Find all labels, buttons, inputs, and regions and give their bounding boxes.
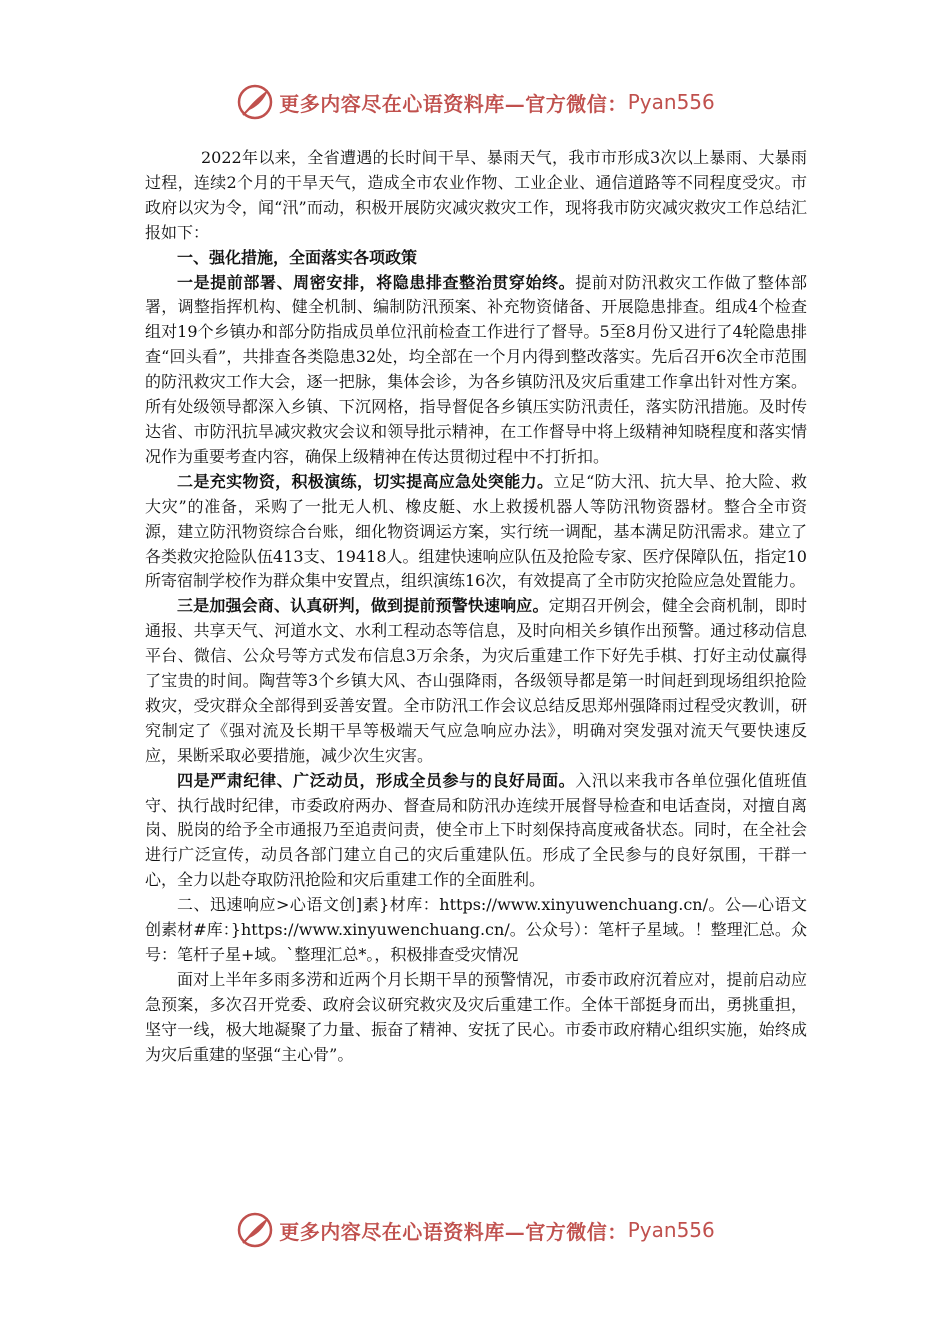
paragraph-3-lead: 三是加强会商、认真研判，做到提前预警快速响应。 xyxy=(177,596,549,616)
footer-banner-text: 更多内容尽在心语资料库—官方微信： xyxy=(279,1219,628,1244)
header-banner xyxy=(0,80,950,124)
section2-heading: 二、迅速响应>心语文创]素}材库：https://www.xinyuwenchuang.cn/。公—心语文创素材#库：}https://www.xinyuwenchuang.cn/。公众号）：笔杆子星域。！整理汇总。众号：笔杆子星+域。`整理汇总*。，积极排查受灾情况 xyxy=(145,895,807,964)
banner-wechat-id: Pyan556 xyxy=(627,90,715,114)
document-body xyxy=(145,146,807,1068)
paragraph-4-body: 入汛以来我市各单位强化值班值守、执行战时纪律，市委政府两办、督查局和防汛办连续开展督导检查和电话查岗，对擅自离岗、脱岗的给予全市通报乃至追责问责，使全市上下时刻保持高度戒备状态。同时，在全社会进行广泛宣传，动员各部门建立自己的灾后重建队伍。形成了全民参与的良好氛围，干群一心，全力以赴夺取防汛抢险和灾后重建工作的全面胜利。 xyxy=(145,770,807,890)
paragraph-3-body: 定期召开例会，健全会商机制，即时通报、共享天气、河道水文、水利工程动态等信息，及时向相关乡镇作出预警。通过移动信息平台、微信、公众号等方式发布信息3万余条，为灾后重建工作下好先手棋、打好主动仗赢得了宝贵的时间。陶营等3个乡镇大风、杏山强降雨，各级领导都是第一时间赶到现场组织抢险救灾，受灾群众全部得到妥善安置。全市防汛工作会议总结反思郑州强降雨过程受灾教训，研究制定了《强对流及长期干旱等极端天气应急响应办法》，明确对突发强对流天气要快速反应，果断采取必要措施，减少次生灾害。 xyxy=(145,596,807,765)
paragraph-2 xyxy=(145,470,807,595)
paragraph-3 xyxy=(145,594,807,768)
paragraph-2-lead: 二是充实物资，积极演练，切实提高应急处突能力。 xyxy=(177,471,554,491)
feather-pen-logo-icon xyxy=(235,82,275,122)
paragraph-2-body: 立足“防大汛、抗大旱、抢大险、救大灾”的准备，采购了一批无人机、橡皮艇、水上救援机器人等防汛物资器材。整合全市资源，建立防汛物资综合台账，细化物资调运方案，实行统一调配，基本满足防汛需求。建立了各类救灾抢险队伍413支、19418人。组建快速响应队伍及抢险专家、医疗保障队伍，指定10所寄宿制学校作为群众集中安置点，组织演练16次，有效提高了全市防灾抢险应急处置能力。 xyxy=(145,471,807,591)
paragraph-4-lead: 四是严肃纪律、广泛动员，形成全员参与的良好局面。 xyxy=(177,770,576,790)
paragraph-1-lead: 一是提前部署、周密安排，将隐患排查整治贯穿始终。 xyxy=(177,272,576,292)
feather-pen-logo-icon xyxy=(235,1210,275,1250)
intro-paragraph: 2022年以来，全省遭遇的长时间干旱、暴雨天气，我市市形成3次以上暴雨、大暴雨过程，连续2个月的干旱天气，造成全市农业作物、工业企业、通信道路等不同程度受灾。市政府以灾为令，闻“汛”而动，积极开展防灾减灾救灾工作，现将我市防灾减灾救灾工作总结汇报如下： xyxy=(145,148,807,242)
paragraph-5: 面对上半年多雨多涝和近两个月长期干旱的预警情况，市委市政府沉着应对，提前启动应急预案，多次召开党委、政府会议研究救灾及灾后重建工作。全体干部挺身而出，勇挑重担，坚守一线，极大地凝聚了力量、振奋了精神、安抚了民心。市委市政府精心组织实施，始终成为灾后重建的坚强“主心骨”。 xyxy=(145,969,807,1064)
paragraph-4 xyxy=(145,769,807,894)
footer-banner xyxy=(0,1208,950,1252)
paragraph-1-body: 提前对防汛救灾工作做了整体部署，调整指挥机构、健全机制、编制防汛预案、补充物资储备、开展隐患排查。组成4个检查组对19个乡镇办和部分防指成员单位汛前检查工作进行了督导。5至8月份又进行了4轮隐患排查“回头看”，共排查各类隐患32处，均全部在一个月内得到整改落实。先后召开6次全市范围的防汛救灾工作大会，逐一把脉，集体会诊，为各乡镇防汛及灾后重建工作拿出针对性方案。所有处级领导都深入乡镇、下沉网格，指导督促各乡镇压实防汛责任，落实防汛措施。及时传达省、市防汛抗旱减灾救灾会议和领导批示精神，在工作督导中将上级精神知晓程度和落实情况作为重要考查内容，确保上级精神在传达贯彻过程中不打折扣。 xyxy=(145,272,807,466)
paragraph-1 xyxy=(145,271,807,470)
footer-banner-wechat-id: Pyan556 xyxy=(627,1218,715,1242)
banner-text: 更多内容尽在心语资料库—官方微信： xyxy=(279,91,628,116)
section1-heading: 一、强化措施，全面落实各项政策 xyxy=(177,247,418,267)
